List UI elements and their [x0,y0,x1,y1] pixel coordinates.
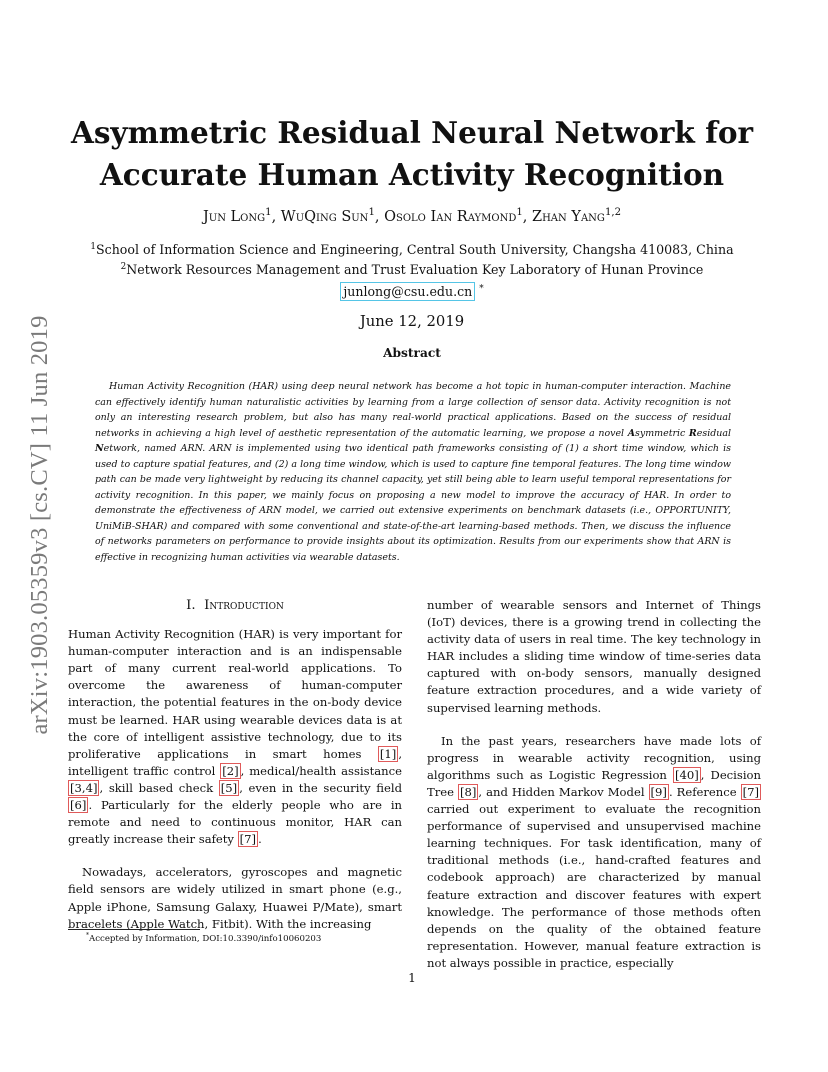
section-title: Introduction [204,598,284,613]
author-name: Osolo Ian Raymond [384,209,517,225]
arxiv-identifier: arXiv:1903.05359v3 [cs.CV] 11 Jun 2019 [26,315,53,735]
left-column [68,595,402,933]
intro-paragraph-3: number of wearable sensors and Internet of Things (IoT) devices, there is a growing trend in collecting the activity data of users in real time. The key technology in HAR includes a sliding time window of time-series data captured with on-body sensors, manually designed feature extraction procedures, and a wide variety of supervised learning methods. [427,598,761,715]
paragraph-text: , and Hidden Markov Model [478,784,649,799]
paragraph-text: , skill based check [99,780,219,795]
abstract-text: Human Activity Recognition (HAR) using deep neural network has become a hot topic in human-computer interaction. Machine can effectively identify human naturalistic activities by learning from a large collection of sensor data. Activity recognition is not only an interesting research problem, but also has many real-world practical applications. Based on the success of residual networks in achieving a high level of aesthetic representation of the automatic learning, we propose a novel [95,381,731,439]
title-line-2: Accurate Human Activity Recognition [99,157,725,192]
author-affiliation-mark: 1 [265,207,272,219]
footnote-divider [68,929,200,930]
intro-paragraph-2: Nowadays, accelerators, gyroscopes and magnetic field sensors are widely utilized in smart phone (e.g., Apple iPhone, Samsung Galaxy, Huawei P/Mate), smart bracelets (Apple Watch, Fitbit). With the increasing [68,865,402,931]
paragraph-text: , intelligent traffic control [68,746,402,778]
section-numeral: I. [186,598,196,613]
author-affiliation-mark: 1 [368,207,375,219]
abstract-text: esidual [696,427,731,439]
citation-link[interactable]: [9] [650,784,667,799]
affiliation-mark: 2 [120,261,127,272]
citation-link[interactable]: [3,4] [70,780,98,795]
paper-title [62,112,762,196]
paragraph-text: . Reference [668,784,741,799]
affiliation-mark: 1 [90,241,97,252]
email-footnote-mark: * [479,283,484,294]
abstract-text: symmetric [635,427,689,439]
citation-link[interactable]: [7] [239,832,257,847]
paragraph-text: , Decision Tree [427,767,761,799]
intro-paragraph-1 [68,626,402,848]
citation-link[interactable]: [40] [674,767,699,782]
citation-link[interactable]: [5] [220,780,238,795]
abstract-body [95,379,731,565]
author-name: Jun Long [202,209,266,225]
citation-link[interactable]: [2] [222,763,239,778]
email-line [62,282,762,301]
footnote-mark: * [86,932,90,940]
paragraph-text: , medical/health assistance [240,763,402,778]
citation-link[interactable]: [1] [379,746,397,761]
citation-link[interactable]: [7] [742,784,759,799]
paragraph-text: carried out experiment to evaluate the recognition performance of supervised and unsupervised machine learning techniques. For task identification, many of traditional methods (i.e., hand-crafted features and codebook approach) are characterized by manual feature extraction and discover features with expert knowledge. The performance of those methods often depends on the quality of the obtained feature representation. However, manual feature extraction is not always possible in practice, especially [427,802,761,970]
author-name: WuQing Sun [280,209,369,225]
affiliation-1 [62,242,762,257]
affiliation-2 [62,262,762,277]
right-column [427,597,761,972]
publication-date: June 12, 2019 [359,313,465,330]
author-list: Jun Long$^1$, WuQing Sun$^1$, Osolo Ian Raymond$^1$, Zhan Yang$^{1,2}$ [202,207,622,225]
author-affiliation-mark: 1,2 [604,207,622,219]
author-name: Zhan Yang [532,209,605,225]
affiliation-text: Network Resources Management and Trust Evaluation Key Laboratory of Hunan Province [126,262,704,277]
section-heading-introduction [68,597,402,614]
paragraph-text: . [258,832,262,847]
title-line-1: Asymmetric Residual Neural Network for [70,115,754,150]
paragraph-text: . Particularly for the elderly people who are in remote and need to continuous monitor, HAR can greatly increase their safety [68,798,402,847]
abstract-text: etwork, named ARN. ARN is implemented using two identical path frameworks consisting of (1) a short time window, which is used to capture spatial features, and (2) a long time window, which is used to capture fine temporal features. The long time window path can be made very lightweight by reducing its channel capacity, yet still being able to learn useful temporal representations for activity recognition. In this paper, we mainly focus on proposing a new model to improve the accuracy of HAR. In order to demonstrate the effectiveness of ARN model, we carried out extensive experiments on benchmark datasets (i.e., OPPORTUNITY, UniMiB-SHAR) and compared with some conventional and state-of-the-art learning-based methods. Then, we discuss the influence of networks parameters on performance to provide insights about its optimization. Results from our experiments show that ARN is effective in recognizing human activities via wearable datasets. [95,443,731,563]
paragraph-text: Human Activity Recognition (HAR) is very important for human-computer interaction and is an indispensable part of many current real-world applications. To overcome the awareness of human-computer interaction, the potential features in the on-body device must be learned. HAR using wearable devices data is at the core of intelligent assistive technology, due to its proliferative applications in smart homes [68,627,402,761]
abstract-bold-letter: N [95,443,104,454]
abstract-bold-letter: A [627,427,636,439]
footnote-text: Accepted by Information, DOI:10.3390/info10060203 [89,934,322,944]
footnote [86,933,416,945]
paragraph-text: , even in the security field [239,780,403,795]
paragraph-text: In the past years, researchers have made lots of progress in wearable activity recognition, using algorithms such as Logistic Regression [427,733,761,782]
page-number: 1 [408,971,416,985]
citation-link[interactable]: [8] [459,784,477,799]
abstract-bold-letter: R [688,427,697,439]
email-link[interactable]: junlong@csu.edu.cn [340,282,475,301]
citation-link[interactable]: [6] [70,798,87,813]
affiliation-text: School of Information Science and Engineering, Central South University, Changsha 410083, China [96,242,734,257]
author-affiliation-mark: 1 [516,207,523,219]
intro-paragraph-4 [427,733,761,972]
abstract-heading: Abstract [383,346,441,360]
